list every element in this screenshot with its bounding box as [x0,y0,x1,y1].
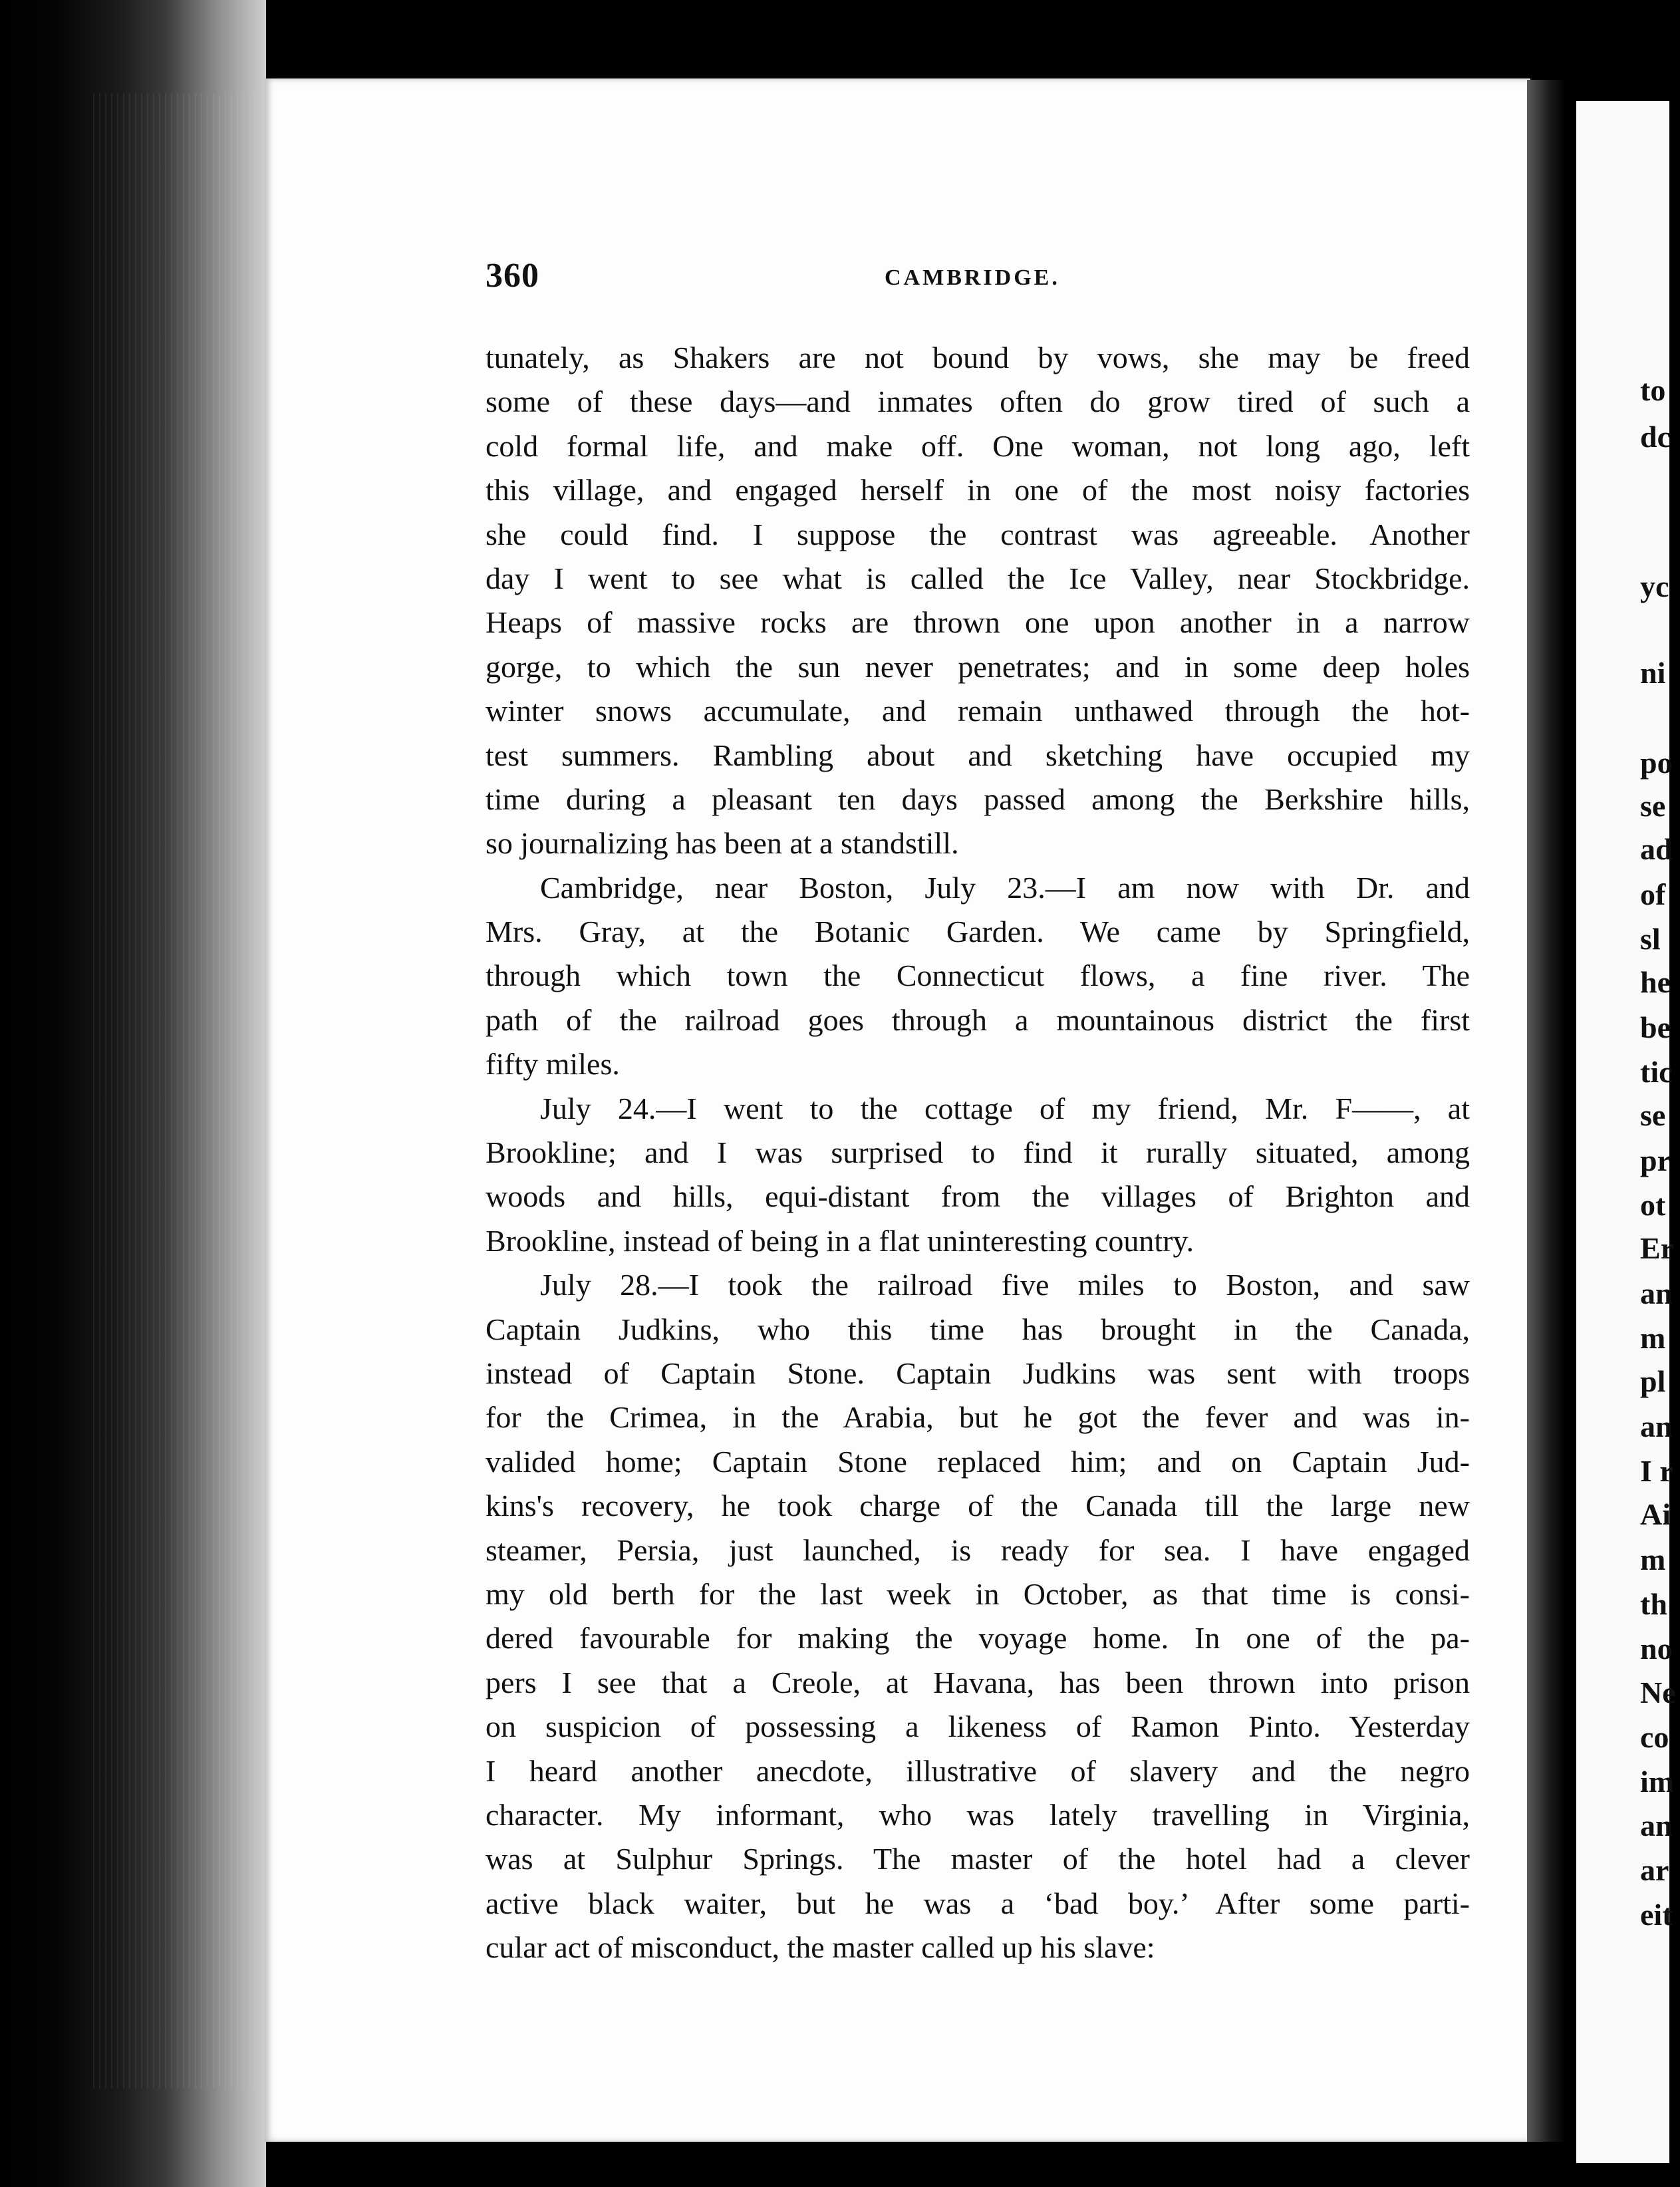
text-line: active black waiter, but he was a ‘bad boy.’ After some parti- [486,1886,1470,1920]
facing-page-fragment: dc [1640,420,1671,454]
text-line: Cambridge, near Boston, July 23.—I am now with Dr. and [540,870,1470,905]
text-line: fifty miles. [486,1047,620,1082]
facing-page-text [1640,0,1680,2187]
text-line: she could find. I suppose the contrast was agreeable. Another [486,517,1470,551]
text-line: test summers. Rambling about and sketching have occupied my [486,738,1470,772]
text-line: my old berth for the last week in October, as that time is consi- [486,1576,1470,1611]
facing-page-fragment: ni [1640,656,1666,690]
text-line: kins's recovery, he took charge of the Canada till the large new [486,1489,1470,1523]
text-line: tunately, as Shakers are not bound by vows, she may be freed [486,341,1470,374]
text-line: Mrs. Gray, at the Botanic Garden. We came by Springfield, [486,915,1470,949]
facing-page-fragment: Ne [1640,1676,1676,1709]
facing-page-fragment: co [1640,1720,1669,1754]
facing-page-fragment: of [1640,877,1666,911]
text-line: woods and hills, equi-distant from the villages of Brighton and [486,1179,1470,1214]
facing-page-fragment: pl [1640,1364,1666,1398]
facing-page-fragment: m [1640,1321,1666,1355]
facing-page-fragment: m [1640,1542,1666,1576]
text-line: Captain Judkins, who this time has brought in the Canada, [486,1312,1470,1346]
text-line: steamer, Persia, just launched, is ready for sea. I have engaged [486,1532,1470,1567]
text-line: Brookline; and I was surprised to find it rurally situated, among [486,1135,1470,1170]
text-line: Heaps of massive rocks are thrown one upon another in a narrow [486,605,1470,640]
facing-page-fragment: be [1640,1010,1671,1044]
facing-page-fragment: tic [1640,1055,1673,1089]
body-text [486,336,1470,1969]
text-line: July 28.—I took the railroad five miles to Boston, and saw [540,1268,1470,1302]
text-line: time during a pleasant ten days passed among the Berkshire hills, [486,782,1470,816]
page-edge-lines [93,93,259,2089]
text-line: day I went to see what is called the Ice Valley, near Stockbridge. [486,561,1470,595]
text-line: through which town the Connecticut flows, a fine river. The [486,958,1470,993]
text-line: Brookline, instead of being in a flat uninteresting country. [486,1223,1194,1258]
text-line: July 24.—I went to the cottage of my friend, Mr. F——, at [540,1091,1470,1125]
text-line: some of these days—and inmates often do grow tired of such a [486,384,1470,419]
facing-page-fragment: to [1640,373,1666,407]
facing-page-fragment: an [1640,1409,1673,1443]
facing-page-fragment: no [1640,1632,1673,1666]
text-line: on suspicion of possessing a likeness of Ramon Pinto. Yesterday [486,1709,1470,1744]
facing-page-fragment: Er [1640,1231,1675,1265]
facing-page-fragment: eit [1640,1898,1673,1932]
facing-page-fragment: pr [1640,1143,1671,1177]
facing-page-fragment: ar [1640,1853,1669,1887]
text-line: cold formal life, and make off. One woman, not long ago, left [486,428,1470,463]
facing-page-fragment: he [1640,965,1671,999]
text-line: dered favourable for making the voyage home. In one of the pa- [486,1621,1470,1656]
facing-page-fragment: se [1640,1098,1666,1132]
text-line: cular act of misconduct, the master called up his slave: [486,1930,1155,1965]
text-line: this village, and engaged herself in one of the most noisy factories [486,473,1470,508]
text-line: I heard another anecdote, illustrative of slavery and the negro [486,1753,1470,1788]
facing-page-fragment: th [1640,1587,1667,1621]
text-line: instead of Captain Stone. Captain Judkins was sent with troops [486,1356,1470,1390]
text-line: was at Sulphur Springs. The master of the hotel had a clever [486,1842,1470,1876]
text-line: character. My informant, who was lately travelling in Virginia, [486,1797,1470,1832]
facing-page-fragment: sl [1640,922,1661,956]
page-gutter-shadow [1527,80,1566,2142]
running-head: CAMBRIDGE. [885,265,1060,290]
text-line: path of the railroad goes through a mountainous district the first [486,1002,1470,1037]
text-line: for the Crimea, in the Arabia, but he got the fever and was in- [486,1400,1470,1435]
page-number: 360 [486,257,539,295]
page-header [486,256,1476,296]
facing-page-fragment: I r [1640,1454,1673,1488]
facing-page-fragment: se [1640,789,1666,823]
book-spine-shadow [0,0,266,2187]
text-line: gorge, to which the sun never penetrates; and in some deep holes [486,649,1470,684]
text-line: winter snows accumulate, and remain unthawed through the hot- [486,694,1470,728]
facing-page-fragment: yc [1640,569,1669,603]
facing-page-fragment: an [1640,1276,1673,1310]
facing-page-fragment: po [1640,746,1673,780]
facing-page-fragment: ad [1640,832,1673,866]
facing-page-fragment: ot [1640,1188,1666,1222]
facing-page-fragment: an [1640,1809,1673,1842]
text-line: valided home; Captain Stone replaced him; and on Captain Jud- [486,1444,1470,1479]
facing-page-fragment: im [1640,1765,1675,1799]
text-line: so journalizing has been at a standstill. [486,826,959,861]
text-line: pers I see that a Creole, at Havana, has been thrown into prison [486,1665,1470,1699]
facing-page-fragment: Ai [1640,1497,1671,1531]
